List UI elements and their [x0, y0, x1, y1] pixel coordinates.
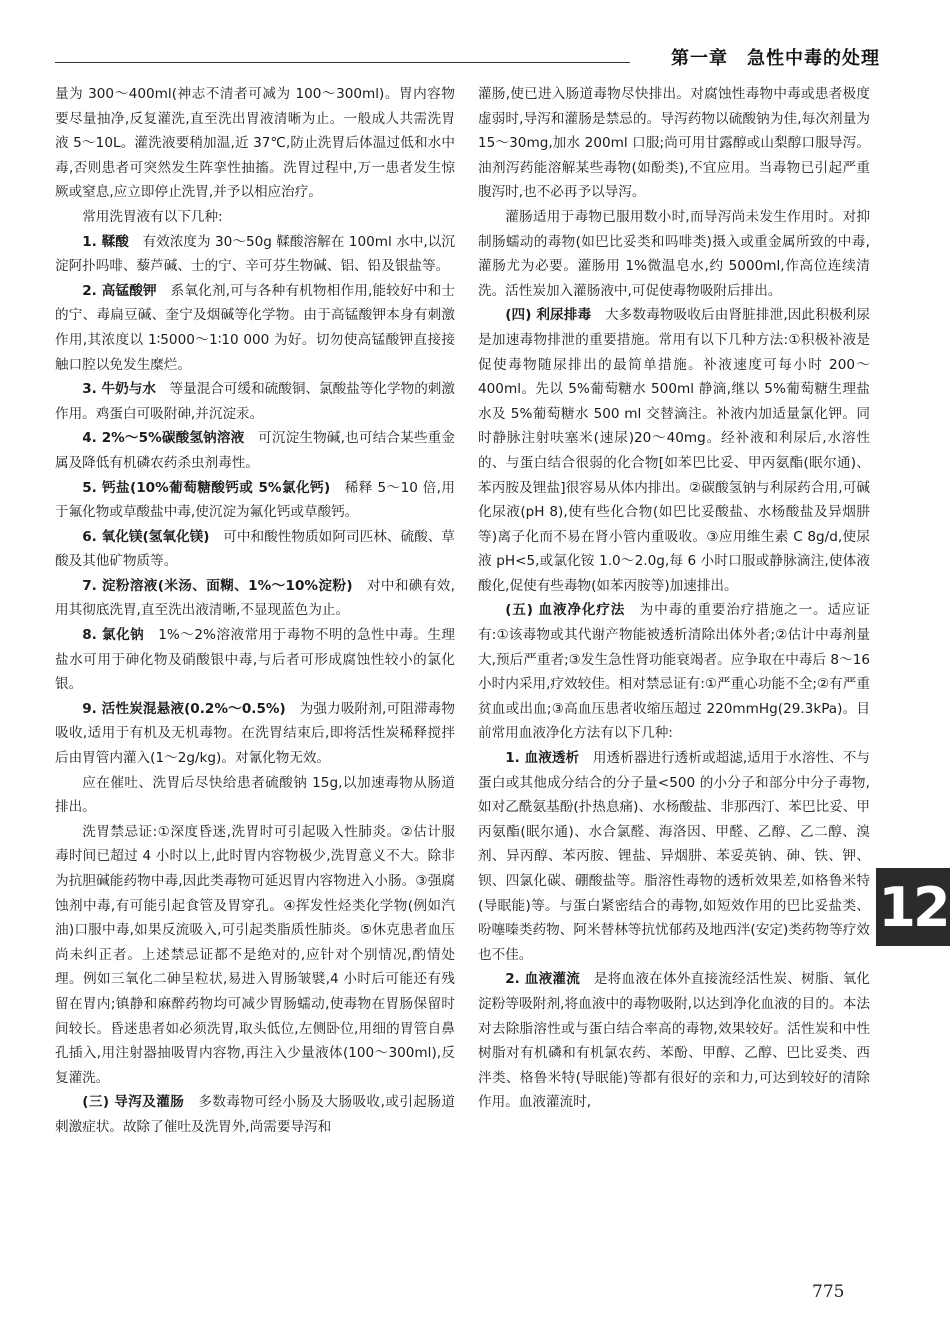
paragraph-text: 是将血液在体外直接流经活性炭、树脂、氧化淀粉等吸附剂,将血液中的毒物吸附,以达到净化血液的目的。本法对去除脂溶性或与蛋白结合率高的毒物,效果较好。活性炭和中性树脂对有机磷和有机氯农药、苯酚、甲醇、乙醇、巴比妥类、西泮类、格鲁米特(导眠能)等都有很好的亲和力,可达到较好的清除作用。血液灌流时,: [478, 971, 871, 1111]
paragraph-text: 多数毒物可经小肠及大肠吸收,或引起肠道刺激症状。故除了催吐及洗胃外,尚需要导泻和: [55, 1094, 455, 1135]
paragraph-heading: (五) 血液净化疗法: [505, 602, 626, 619]
right-column: [478, 82, 870, 1115]
paragraph: [55, 771, 455, 820]
paragraph-text: 为强力吸附剂,可阻滞毒物吸收,适用于有机及无机毒物。在洗胃结束后,即将活性炭稀释搅拌后由胃管内灌入(1～2g/kg)。对氰化物无效。: [55, 700, 455, 767]
paragraph: [478, 746, 870, 967]
paragraph: [55, 623, 455, 697]
paragraph: [478, 967, 870, 1115]
paragraph: [55, 230, 455, 279]
paragraph-text: 应在催吐、洗胃后尽快给患者硫酸钠 15g,以加速毒物从肠道排出。: [55, 774, 455, 816]
paragraph-text: 灌肠适用于毒物已服用数小时,而导泻尚未发生作用时。对抑制肠蠕动的毒物(如巴比妥类和吗啡类)摄入或重金属所致的中毒,灌肠尤为必要。灌肠用 1%微温皂水,约 5000ml,作高位连续清洗。活性炭加入灌肠液中,可促使毒物吸附后排出。: [478, 208, 870, 299]
header-rule: [55, 62, 630, 63]
paragraph: [55, 525, 455, 574]
paragraph-heading: 1. 血液透析: [505, 750, 580, 767]
paragraph-text: 常用洗胃液有以下几种:: [82, 208, 223, 225]
chapter-title: 第一章 急性中毒的处理: [671, 48, 880, 69]
paragraph: [55, 426, 455, 475]
paragraph: [55, 820, 455, 1091]
paragraph-heading: (三) 导泻及灌肠: [82, 1094, 185, 1111]
paragraph-text: 洗胃禁忌证:①深度昏迷,洗胃时可引起吸入性肺炎。②估计服毒时间已超过 4 小时以上,此时胃内容物极少,洗胃意义不大。除非为抗胆碱能药物中毒,因此类毒物可延迟胃内容物进入小肠。③强腐蚀剂中毒,有可能引起食管及胃穿孔。④挥发性烃类化学物(例如汽油)口服中毒,如果反流吸入,可引起类脂质性肺炎。⑤休克患者血压尚未纠正者。上述禁忌证都不是绝对的,应针对个别情况,酌情处理。例如三氧化二砷呈粒状,易进入胃肠皱襞,4 小时后可能还有残留在胃内;镇静和麻醉药物均可减少胃肠蠕动,使毒物在胃肠保留时间较长。昏迷患者如必须洗胃,取头低位,左侧卧位,用细的胃管自鼻孔插入,用注射器抽吸胃内容物,再注入少量液体(100～300ml),反复灌洗。: [55, 823, 455, 1086]
paragraph: [55, 574, 455, 623]
paragraph: [55, 377, 455, 426]
paragraph-text: 为中毒的重要治疗措施之一。适应证有:①该毒物或其代谢产物能被透析清除出体外者;②估计中毒剂量大,预后严重者;③发生急性肾功能衰竭者。应争取在中毒后 8～16 小时内采用,疗效较佳。相对禁忌证有:①严重心功能不全;②有严重贫血或出血;③高血压患者收缩压超过 220mmHg(29.3kPa)。目前常用血液净化方法有以下几种:: [478, 602, 870, 742]
paragraph-text: 量为 300～400ml(神志不清者可减为 100～300ml)。胃内容物要尽量抽净,反复灌洗,直至洗出胃液清晰为止。一般成人共需洗胃液 5～10L。灌洗液要稍加温,近 37℃,防止洗胃后体温过低和水中毒,否则患者可突然发生阵挛性抽搐。洗胃过程中,万一患者发生惊厥或窒息,应立即停止洗胃,并予以相应治疗。: [55, 86, 455, 201]
page-number: 775: [812, 1282, 845, 1302]
paragraph-heading: 7. 淀粉溶液(米汤、面糊、1%～10%淀粉): [82, 577, 353, 594]
paragraph-text: 灌肠,使已进入肠道毒物尽快排出。对腐蚀性毒物中毒或患者极度虚弱时,导泻和灌肠是禁忌的。导泻药物以硫酸钠为佳,每次剂量为 15～30mg,加水 200ml 口服;尚可用甘露醇或山梨醇口服导泻。油剂泻药能溶解某些毒物(如酚类),不宜应用。当毒物已引起严重腹泻时,也不必再予以导泻。: [478, 86, 870, 201]
paragraph: [55, 476, 455, 525]
chapter-number-tab: 12: [876, 868, 950, 946]
paragraph-text: 大多数毒物吸收后由肾脏排泄,因此积极利尿是加速毒物排泄的重要措施。常用有以下几种方法:①积极补液是促使毒物随尿排出的最简单措施。补液速度可每小时 200～400ml。先以 5%葡萄糖水 500ml 静滴,继以 5%葡萄糖生理盐水及 5%葡萄糖水 500 ml 交替滴注。补液内加适量氯化钾。同时静脉注射呋塞米(速尿)20～40mg。经补液和利尿后,水溶性的、与蛋白结合很弱的化合物[如苯巴比妥、甲丙氨酯(眠尔通)、苯丙胺及锂盐]很容易从体内排出。②碳酸氢钠与利尿药合用,可碱化尿液(pH 8),使有些化合物(如巴比妥酸盐、水杨酸盐及异烟肼等)离子化而不易在肾小管内重吸收。③应用维生素 C 8g/d,使尿液 pH<5,或氯化铵 1.0～2.0g,每 6 小时口服或静脉滴注,使体液酸化,促使有些毒物(如苯丙胺等)加速排出。: [478, 307, 870, 594]
paragraph-heading: 2. 高锰酸钾: [82, 282, 157, 299]
paragraph: [55, 279, 455, 377]
paragraph-heading: 5. 钙盐(10%葡萄糖酸钙或 5%氯化钙): [82, 479, 331, 496]
paragraph-text: 稀释 5～10 倍,用于氟化物或草酸盐中毒,使沉淀为氟化钙或草酸钙。: [55, 479, 455, 521]
paragraph-text: 对中和碘有效,用其彻底洗胃,直至洗出液清晰,不显现蓝色为止。: [55, 577, 455, 619]
paragraph: [55, 1090, 455, 1139]
paragraph-text: 可沉淀生物碱,也可结合某些重金属及降低有机磷农药杀虫剂毒性。: [55, 430, 455, 471]
left-column: [55, 82, 455, 1140]
paragraph-heading: 2. 血液灌流: [505, 971, 581, 988]
paragraph-text: 可中和酸性物质如阿司匹林、硫酸、草酸及其他矿物质等。: [55, 528, 456, 570]
paragraph: [478, 205, 870, 303]
paragraph: [478, 82, 870, 205]
paragraph-heading: 9. 活性炭混悬液(0.2%～0.5%): [82, 700, 286, 717]
paragraph-heading: 3. 牛奶与水: [82, 381, 156, 398]
paragraph: [478, 598, 870, 746]
paragraph-text: 等量混合可缓和硫酸铜、氯酸盐等化学物的刺激作用。鸡蛋白可吸附砷,并沉淀汞。: [55, 381, 455, 422]
paragraph: [55, 205, 455, 230]
paragraph-heading: 8. 氯化钠: [82, 627, 145, 644]
paragraph-heading: 4. 2%～5%碳酸氢钠溶液: [82, 430, 245, 447]
paragraph-text: 有效浓度为 30～50g 鞣酸溶解在 100ml 水中,以沉淀阿扑吗啡、藜芦碱、士的宁、辛可芬生物碱、铝、铅及银盐等。: [55, 233, 455, 275]
paragraph: [55, 82, 455, 205]
paragraph-text: 系氧化剂,可与各种有机物相作用,能较好中和士的宁、毒扁豆碱、奎宁及烟碱等化学物。由于高锰酸钾本身有刺激作用,其浓度以 1∶5000～1∶10 000 为好。切勿使高锰酸钾直接接触口腔以免发生糜烂。: [55, 282, 456, 373]
paragraph-heading: 1. 鞣酸: [82, 233, 129, 250]
paragraph: [55, 697, 455, 771]
paragraph-text: 1%～2%溶液常用于毒物不明的急性中毒。生理盐水可用于砷化物及硝酸银中毒,与后者可形成腐蚀性较小的氯化银。: [55, 627, 455, 693]
paragraph-heading: 6. 氧化镁(氢氧化镁): [82, 528, 210, 545]
paragraph-text: 用透析器进行透析或超滤,适用于水溶性、不与蛋白或其他成分结合的分子量<500 的小分子和部分中分子毒物,如对乙酰氨基酚(扑热息痛)、水杨酸盐、非那西汀、苯巴比妥、甲丙氨酯(眠尔通)、水合氯醛、海洛因、甲醛、乙醇、乙二醇、溴剂、异丙醇、苯丙胺、锂盐、异烟肼、苯妥英钠、砷、铁、钾、钡、四氯化碳、硼酸盐等。脂溶性毒物的透析效果差,如格鲁米特(导眠能)等。与蛋白紧密结合的毒物,如短效作用的巴比妥盐类、吩噻嗪类药物、阿米替林等抗忧郁药及地西泮(安定)类药物等疗效也不佳。: [478, 750, 870, 963]
paragraph-heading: (四) 利尿排毒: [505, 307, 592, 324]
paragraph: [478, 303, 870, 598]
